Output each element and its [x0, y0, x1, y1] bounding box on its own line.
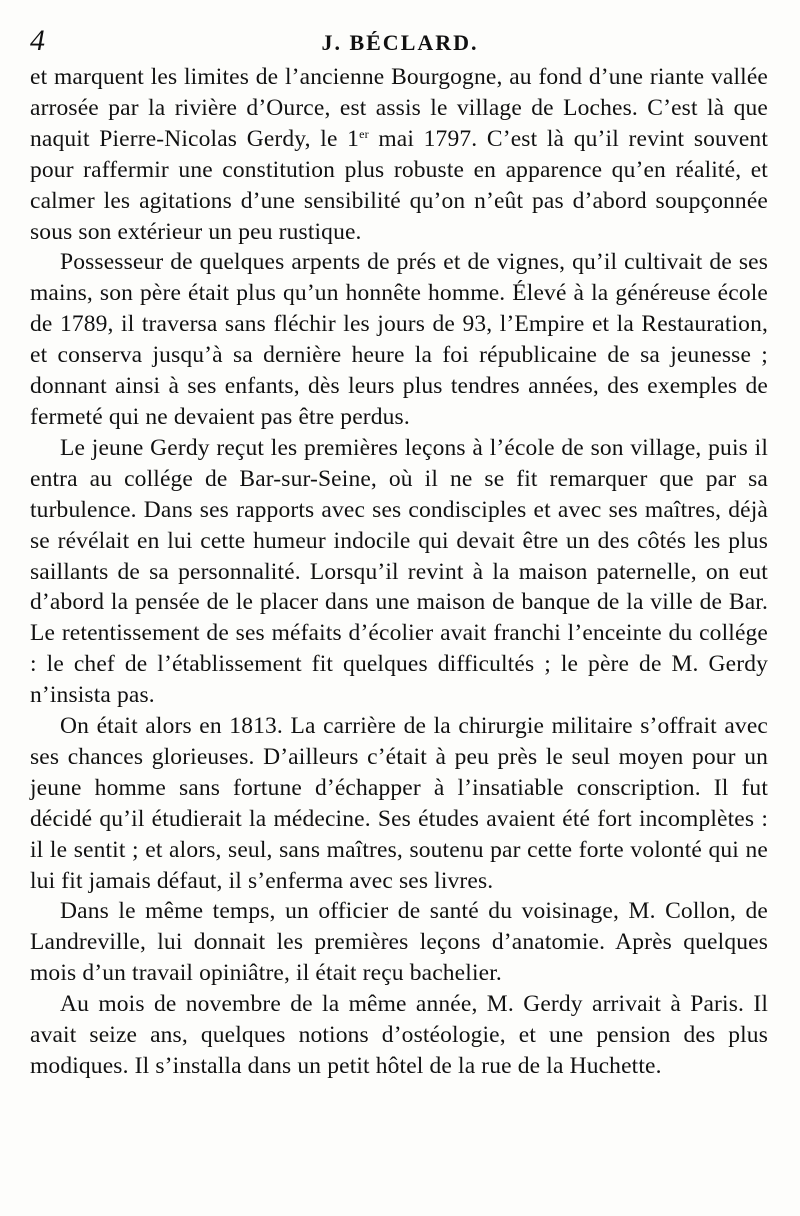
paragraph-schooling: Le jeune Gerdy reçut les premières leçons à l’école de son village, puis il entra au collége de Bar-sur-Seine, où il ne se fit remarquer que par sa turbulence. Dans ses rapports avec ses condisciples et avec ses maîtres, déjà se révélait en lui cette humeur indocile qui devait être un des côtés les plus saillants de sa personnalité. Lorsqu’il revint à la maison paternelle, on eut d’abord la pensée de le placer dans une maison de banque de la ville de Bar. Le retentissement de ses méfaits d’écolier avait franchi l’enceinte du collége : le chef de l’établissement fit quelques difficultés ; le père de M. Gerdy n’insista pas. [30, 434, 768, 709]
body-text [30, 62, 768, 1082]
paragraph-father: Possesseur de quelques arpents de prés et de vignes, qu’il cultivait de ses mains, son père était plus qu’un honnête homme. Élevé à la généreuse école de 1789, il traversa sans fléchir les jours de 93, l’Empire et la Restauration, et conserva jusqu’à sa dernière heure la foi républicaine de sa jeunesse ; donnant ainsi à ses enfants, dès leurs plus tendres années, des exemples de fermeté qui ne devaient pas être perdus. [30, 249, 768, 430]
paragraph-anatomy: Dans le même temps, un officier de santé du voisinage, M. Collon, de Landreville, lui donnait les premières leçons d’anatomie. Après quelques mois d’un travail opiniâtre, il était reçu bachelier. [30, 898, 768, 987]
ordinal-superscript: er [359, 126, 369, 141]
paragraph-loches-birth [30, 62, 768, 247]
paragraph-text: et marquent les limites de l’ancienne Bourgogne, au fond d’une riante vallée arrosée par la rivière d’Ource, est assis le village de Loches. C’est là que naquit Pierre-Nicolas Gerdy, le 1 [30, 64, 768, 152]
page-number: 4 [30, 24, 45, 57]
running-head [30, 24, 770, 64]
running-title: J. BÉCLARD. [321, 30, 479, 55]
paragraph-paris: Au mois de novembre de la même année, M. Gerdy arrivait à Paris. Il avait seize ans, quelques notions d’ostéologie, et une pension des plus modiques. Il s’installa dans un petit hôtel de la rue de la Huchette. [30, 991, 768, 1079]
paragraph-medicine: On était alors en 1813. La carrière de la chirurgie militaire s’offrait avec ses chances glorieuses. D’ailleurs c’était à peu près le seul moyen pour un jeune homme sans fortune d’échapper à l’insatiable conscription. Il fut décidé qu’il étudierait la médecine. Ses études avaient été fort incomplètes : il le sentit ; et alors, seul, sans maîtres, soutenu par cette forte volonté qui ne lui fit jamais défaut, il s’enferma avec ses livres. [30, 713, 768, 894]
paragraph-text: mai 1797. C’est là qu’il revint souvent pour raffermir une constitution plus robuste en apparence qu’en réalité, et calmer les agitations d’une sensibilité qu’on n’eût pas d’abord soupçonnée sous son extérieur un peu rustique. [30, 125, 769, 245]
